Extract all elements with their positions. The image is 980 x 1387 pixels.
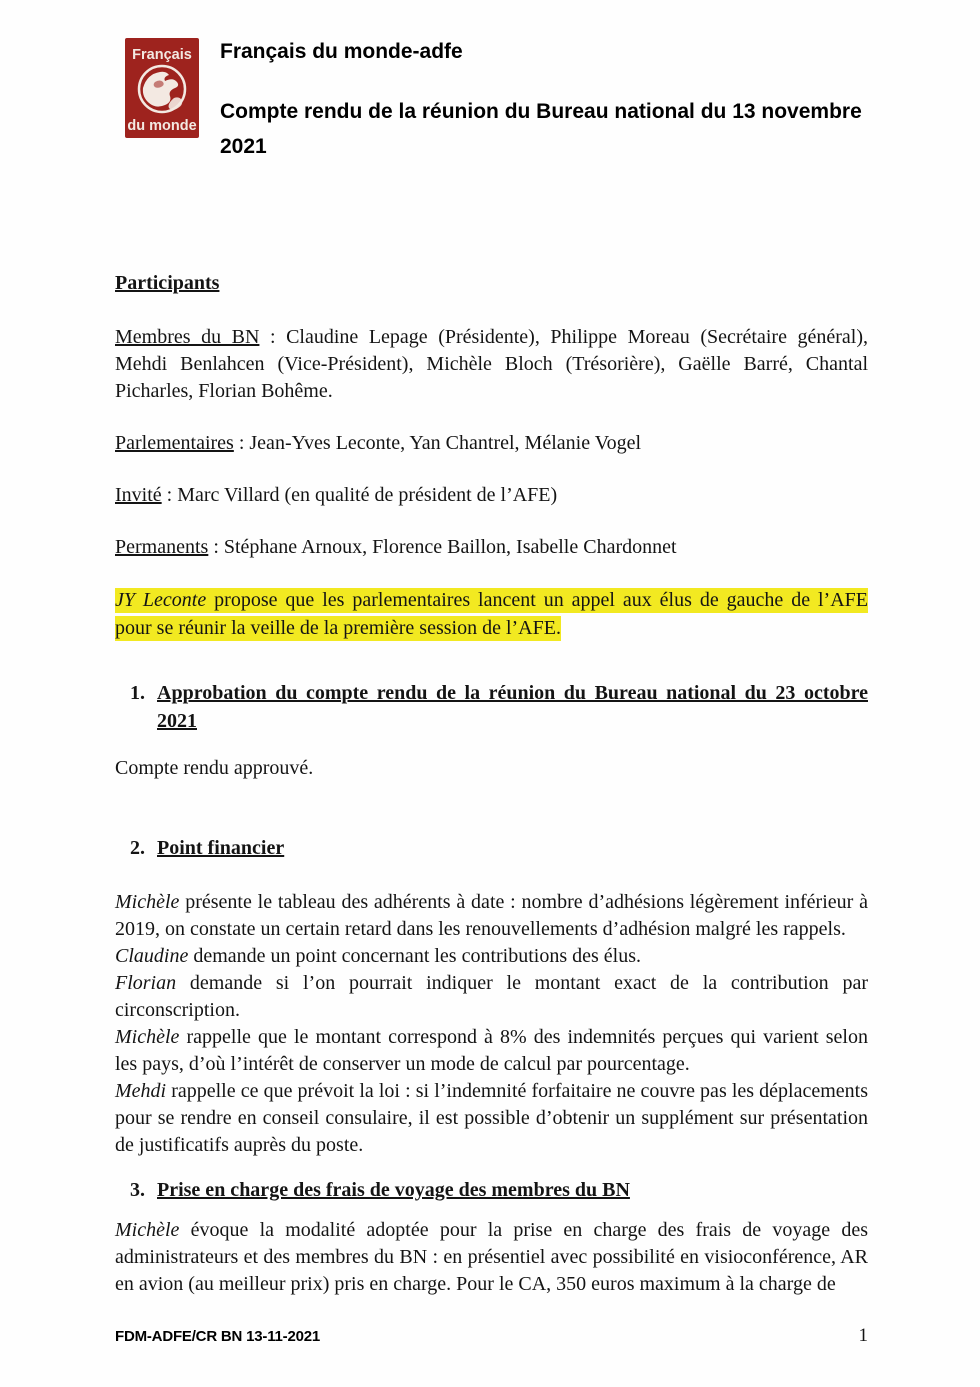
paragraph-text: présente le tableau des adhérents à date : nombre d’adhésions légèrement inférieur à 2019, on constate un certain retard dans les renouvellements d’adhésion malgré les rappels. bbox=[115, 891, 868, 940]
participants-heading: Participants bbox=[115, 272, 220, 294]
participants-permanents bbox=[115, 534, 868, 561]
participant-names: : Claudine Lepage (Présidente), Philippe Moreau (Secrétaire général), Mehdi Benlahcen (Vice-Président), Michèle Bloch (Trésorière), Gaëlle Barré, Chantal Picharles, Florian Bohême. bbox=[115, 326, 869, 402]
participants-parlementaires bbox=[115, 430, 868, 457]
participant-names: : Stéphane Arnoux, Florence Baillon, Isabelle Chardonnet bbox=[208, 536, 677, 558]
title-block bbox=[220, 38, 868, 164]
participants-section bbox=[115, 270, 868, 561]
section-3-frais-voyage bbox=[115, 1176, 868, 1298]
paragraph bbox=[115, 1024, 868, 1078]
participant-label: Permanents bbox=[115, 536, 209, 558]
highlight-speaker: JY Leconte bbox=[115, 589, 207, 611]
paragraph bbox=[115, 1078, 868, 1159]
participant-label: Parlementaires bbox=[115, 432, 234, 454]
document-title: Compte rendu de la réunion du Bureau national du 13 novembre 2021 bbox=[220, 100, 862, 158]
section-2-paragraphs bbox=[115, 889, 868, 1159]
paragraph-speaker: Mehdi bbox=[115, 1080, 167, 1102]
highlight-text: propose que les parlementaires lancent un appel aux élus de gauche de l’AFE pour se réunir la veille de la première session de l’AFE. bbox=[115, 589, 868, 639]
section-3-heading bbox=[115, 1176, 868, 1204]
section-2-heading bbox=[115, 834, 868, 862]
highlight-marker bbox=[115, 588, 868, 641]
paragraph-text: demande un point concernant les contributions des élus. bbox=[188, 945, 642, 967]
section-title: Prise en charge des frais de voyage des membres du BN bbox=[157, 1179, 630, 1201]
section-1-heading bbox=[115, 679, 868, 735]
organization-logo bbox=[125, 38, 199, 138]
document-footer bbox=[115, 1322, 868, 1350]
participants-members-bn bbox=[115, 324, 868, 405]
participant-names: : Jean-Yves Leconte, Yan Chantrel, Mélanie Vogel bbox=[233, 432, 642, 454]
section-3-paragraphs bbox=[115, 1217, 868, 1298]
section-number: 1. bbox=[130, 682, 145, 704]
page-number: 1 bbox=[858, 1325, 868, 1346]
paragraph-speaker: Michèle bbox=[115, 1219, 180, 1241]
paragraph-speaker: Michèle bbox=[115, 891, 180, 913]
section-2-point-financier bbox=[115, 834, 868, 1159]
participant-label: Invité bbox=[115, 484, 162, 506]
paragraph-text: Compte rendu approuvé. bbox=[115, 757, 314, 779]
section-1-paragraph bbox=[115, 755, 868, 782]
section-number: 3. bbox=[130, 1179, 145, 1201]
section-number: 2. bbox=[130, 837, 145, 859]
paragraph bbox=[115, 1217, 868, 1298]
paragraph-text: rappelle ce que prévoit la loi : si l’indemnité forfaitaire ne couvre pas les déplacements pour se rendre en conseil consulaire, il est possible d’obtenir un supplément sur présentation de justificatifs auprès du poste. bbox=[115, 1080, 868, 1156]
organization-name: Français du monde-adfe bbox=[220, 40, 463, 63]
section-title: Approbation du compte rendu de la réunion du Bureau national du 23 octobre 2021 bbox=[157, 682, 868, 732]
section-1-approbation bbox=[115, 679, 868, 782]
paragraph-speaker: Florian bbox=[115, 972, 177, 994]
paragraph-text: évoque la modalité adoptée pour la prise en charge des frais de voyage des administrateurs et des membres du BN : en présentiel avec possibilité en visioconférence, AR en avion (au meilleur prix) pris en charge. Pour le CA, 350 euros maximum à la charge de bbox=[115, 1219, 868, 1295]
participant-names: : Marc Villard (en qualité de président de l’AFE) bbox=[161, 484, 558, 506]
participant-label: Membres du BN bbox=[115, 326, 260, 348]
highlighted-note bbox=[115, 586, 868, 642]
paragraph bbox=[115, 889, 868, 943]
globe-logo-icon bbox=[125, 38, 199, 138]
footer-reference: FDM-ADFE/CR BN 13-11-2021 bbox=[115, 1328, 321, 1345]
logo-text-top: Français bbox=[132, 47, 192, 63]
paragraph bbox=[115, 943, 868, 970]
paragraph-speaker: Michèle bbox=[115, 1026, 180, 1048]
paragraph bbox=[115, 970, 868, 1024]
paragraph-text: demande si l’on pourrait indiquer le montant exact de la contribution par circonscription. bbox=[115, 972, 868, 1021]
document-header bbox=[115, 38, 868, 164]
section-title: Point financier bbox=[157, 837, 285, 859]
paragraph-speaker: Claudine bbox=[115, 945, 189, 967]
participants-invite bbox=[115, 482, 868, 509]
paragraph-text: rappelle que le montant correspond à 8% des indemnités perçues qui varient selon les pays, d’où l’intérêt de conserver un mode de calcul par pourcentage. bbox=[115, 1026, 868, 1075]
logo-text-bottom: du monde bbox=[127, 118, 197, 134]
